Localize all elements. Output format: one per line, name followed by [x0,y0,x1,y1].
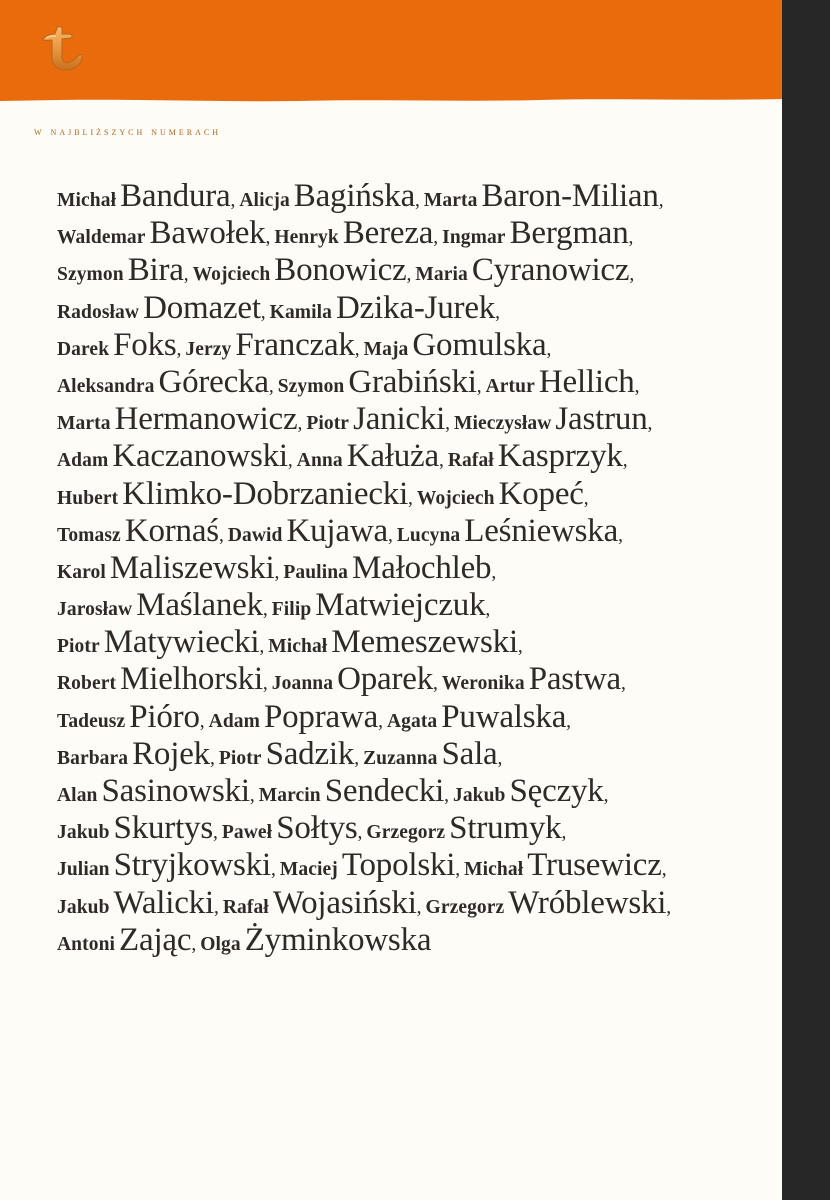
author-last-name: Wojasiński [272,884,417,921]
author-first-name: Radosław [57,301,140,323]
author-line [57,327,757,364]
author-first-name: Adam [57,450,109,472]
separator-comma: , [647,413,653,435]
separator-comma: , [628,227,634,249]
author-last-name: Hermanowicz [114,401,298,438]
author-first-name: Paulina [283,561,349,583]
author-last-name: Janicki [353,401,446,438]
author-name [57,363,274,400]
separator-comma: , [629,264,635,286]
author-list [57,178,757,959]
author-first-name: Alicja [239,190,290,211]
author-first-name: Jarosław [57,599,133,621]
author-line [57,847,757,884]
author-line [57,587,757,624]
author-name [57,178,236,214]
author-last-name: Małochleb [352,549,492,586]
header-torn-edge [0,96,782,104]
author-name [221,810,363,847]
separator-comma: , [485,599,491,621]
separator-comma: , [491,561,497,583]
author-first-name: Kamila [269,301,333,323]
author-last-name: Pióro [129,698,200,735]
separator-comma: , [661,859,667,881]
author-last-name: Bagińska [293,178,416,214]
author-first-name: Julian [57,859,110,881]
separator-comma: , [199,710,205,732]
magazine-logo-icon [37,24,89,76]
author-first-name: Jerzy [185,338,232,360]
separator-comma: , [213,896,219,918]
author-line [57,215,757,252]
separator-comma: , [268,375,274,397]
author-first-name: Agata [386,710,438,732]
author-last-name: Bergman [509,215,629,252]
author-name [57,624,265,661]
author-first-name: Piotr [218,747,262,769]
author-line [57,550,757,587]
separator-comma: , [583,487,589,509]
author-name [485,363,640,400]
author-first-name: Adam [208,710,260,732]
author-last-name: Oparek [337,661,434,698]
author-first-name: Rafał [222,896,269,918]
author-first-name: Marta [423,190,478,211]
author-last-name: Franczak [235,326,355,363]
separator-comma: , [618,524,623,546]
author-last-name: Skurtys [113,810,213,847]
separator-comma: , [416,896,422,918]
author-first-name: Zuzanna [363,747,438,769]
author-first-name: Waldemar [57,227,146,249]
separator-comma: , [622,450,628,472]
author-name [57,810,218,847]
author-line [57,773,757,810]
author-first-name: Michał [57,190,117,211]
separator-comma: , [546,338,552,360]
author-last-name: Gomulska [412,326,547,363]
author-last-name: Walicki [113,884,214,921]
separator-comma: , [445,413,451,435]
author-last-name: Maliszewski [109,549,275,586]
author-name [57,215,271,252]
author-name [57,326,182,363]
separator-comma: , [191,933,197,955]
separator-comma: , [297,413,303,435]
author-first-name: Wojciech [192,264,271,286]
author-last-name: Domazet [143,289,261,326]
separator-comma: , [249,785,255,806]
author-last-name: Sasinowski [101,773,250,809]
separator-comma: , [406,264,412,286]
author-last-name: Pastwa [528,661,621,698]
author-line [57,290,757,327]
separator-comma: , [495,301,500,323]
author-line [57,513,757,550]
author-last-name: Górecka [158,363,269,400]
author-name [57,698,205,735]
author-last-name: Cyranowicz [471,252,630,289]
separator-comma: , [287,450,293,472]
author-first-name: Alan [57,785,98,806]
author-line [57,736,757,773]
author-name [208,698,383,735]
author-first-name: Joanna [271,673,334,695]
author-name [57,549,280,586]
author-name [57,438,293,475]
author-name [454,401,653,438]
author-last-name: Zając [119,921,192,958]
author-first-name: Paweł [221,822,273,844]
separator-comma: , [262,673,268,695]
author-line [57,661,757,698]
author-last-name: Leśniewska [464,512,619,549]
author-first-name: Marta [57,413,111,435]
author-last-name: Maślanek [136,587,263,624]
author-last-name: Puwalska [441,698,567,735]
author-last-name: Klimko-Dobrzaniecki [122,475,409,512]
separator-comma: , [260,301,266,323]
author-name [447,438,628,475]
author-name [271,661,438,698]
author-last-name: Poprawa [263,698,379,735]
author-last-name: Kujawa [286,512,388,549]
separator-comma: , [566,710,572,732]
author-first-name: Grzegorz [425,896,505,918]
author-first-name: Filip [271,599,312,621]
separator-comma: , [183,264,189,286]
author-last-name: Sadzik [265,735,355,772]
author-first-name: Maciej [279,859,338,881]
author-last-name: Topolski [341,847,456,884]
author-first-name: Piotr [306,413,350,435]
separator-comma: , [455,859,461,881]
author-name [464,847,667,884]
separator-comma: , [354,747,360,769]
author-last-name: Kopeć [498,475,584,512]
author-last-name: Mielhorski [120,661,263,698]
author-first-name: Hubert [57,487,119,509]
author-line [57,252,757,289]
author-line [57,476,757,513]
separator-comma: , [634,375,640,397]
author-name [57,773,255,809]
author-name [57,884,219,921]
author-last-name: Bawołek [149,215,266,252]
author-name [57,512,224,549]
author-name [57,587,268,624]
author-last-name: Hellich [538,363,635,400]
author-first-name: Grzegorz [366,822,446,844]
author-first-name: Tomasz [57,524,121,546]
author-last-name: Matwiejczuk [315,587,486,624]
author-first-name: Olga [200,933,241,955]
separator-comma: , [209,747,215,769]
author-first-name: Artur [485,375,535,397]
author-last-name: Jastrun [555,401,648,438]
author-first-name: Darek [57,338,110,360]
author-name [441,661,626,698]
author-last-name: Bereza [342,215,434,252]
author-name [200,921,432,958]
author-first-name: Karol [57,561,106,583]
author-last-name: Dzika-Jurek [336,289,496,326]
author-first-name: Maria [415,264,468,286]
author-first-name: Piotr [57,636,100,658]
author-name [57,252,189,289]
separator-comma: , [218,524,224,546]
separator-comma: , [666,896,672,918]
author-name [185,326,360,363]
author-last-name: Rojek [132,735,210,772]
author-last-name: Grabiński [348,363,477,400]
separator-comma: , [603,785,609,806]
author-last-name: Matywiecki [103,624,260,661]
separator-comma: , [274,561,280,583]
author-last-name: Sala [441,735,498,772]
separator-comma: , [176,338,182,360]
author-last-name: Memeszewski [331,624,518,661]
separator-comma: , [497,747,503,769]
author-name [415,252,635,289]
author-name [57,475,413,512]
author-name [452,773,609,809]
author-first-name: Lucyna [396,524,461,546]
author-name [258,773,449,809]
author-last-name: Żyminkowska [244,921,432,958]
author-last-name: Sendecki [324,773,445,809]
author-last-name: Trusewicz [527,847,662,884]
author-last-name: Sęczyk [509,773,604,809]
header-band [0,0,782,98]
section-label: w najbliższych numerach [34,124,221,138]
author-last-name: Kasprzyk [497,438,623,475]
separator-comma: , [262,599,268,621]
author-first-name: Jakub [452,785,506,806]
separator-comma: , [433,227,439,249]
separator-comma: , [438,450,444,472]
author-name [283,549,497,586]
author-name [268,624,523,661]
author-first-name: Aleksandra [57,375,155,397]
separator-comma: , [354,338,360,360]
author-name [271,587,491,624]
separator-comma: , [357,822,363,844]
author-first-name: Marcin [258,785,321,806]
author-line [57,922,757,959]
author-first-name: Anna [296,450,343,472]
author-name [218,735,360,772]
author-last-name: Baron-Milian [481,178,659,214]
separator-comma: , [387,524,393,546]
separator-comma: , [444,785,449,806]
author-first-name: Szymon [277,375,345,397]
author-last-name: Sołtys [276,810,358,847]
author-last-name: Kornaś [124,512,219,549]
author-line [57,699,757,736]
author-name [306,401,451,438]
author-last-name: Bira [127,252,184,289]
separator-comma: , [265,227,271,249]
author-name [57,735,215,772]
author-last-name: Kałuża [346,438,439,475]
author-name [274,215,439,252]
author-name [416,475,589,512]
author-last-name: Stryjkowski [113,847,271,884]
author-name [425,884,672,921]
author-name [396,512,623,549]
author-name [363,735,503,772]
author-first-name: Weronika [441,673,525,695]
separator-comma: , [415,190,420,211]
separator-comma: , [517,636,523,658]
author-first-name: Barbara [57,747,129,769]
author-name [57,401,303,438]
author-last-name: Foks [113,326,177,363]
author-line [57,364,757,401]
separator-comma: , [213,822,218,844]
author-first-name: Mieczysław [454,413,552,435]
author-first-name: Henryk [274,227,339,249]
author-first-name: Jakub [57,896,110,918]
author-first-name: Michał [268,636,328,658]
author-last-name: Kaczanowski [112,438,288,475]
separator-comma: , [270,859,276,881]
author-first-name: Dawid [227,524,283,546]
separator-comma: , [476,375,482,397]
author-first-name: Jakub [57,822,110,844]
author-last-name: Wróblewski [508,884,667,921]
author-first-name: Robert [57,673,117,695]
author-name [386,698,572,735]
author-name [366,810,567,847]
author-name [423,178,664,214]
author-last-name: Strumyk [449,810,562,847]
author-first-name: Szymon [57,264,124,286]
author-name [57,847,276,884]
author-first-name: Rafał [447,450,494,472]
author-first-name: Tadeusz [57,710,126,732]
author-first-name: Antoni [57,933,116,955]
separator-comma: , [433,673,438,695]
author-name [239,178,420,214]
separator-comma: , [561,822,567,844]
author-line [57,401,757,438]
author-name [57,289,266,326]
author-first-name: Michał [464,859,524,881]
separator-comma: , [620,673,626,695]
author-line [57,178,757,215]
author-first-name: Ingmar [442,227,506,249]
author-line [57,885,757,922]
separator-comma: , [408,487,413,509]
author-name [442,215,634,252]
author-line [57,624,757,661]
author-last-name: Bonowicz [274,252,407,289]
author-line [57,438,757,475]
separator-comma: , [658,190,664,211]
author-name [57,921,197,958]
author-name [227,512,393,549]
author-first-name: Wojciech [416,487,495,509]
separator-comma: , [378,710,383,732]
author-name [277,363,482,400]
author-name [363,326,552,363]
author-line [57,810,757,847]
author-name [192,252,412,289]
author-name [296,438,444,475]
author-name [279,847,461,884]
author-name [269,289,500,326]
author-first-name: Maja [363,338,409,360]
author-name [57,661,268,698]
separator-comma: , [230,190,236,211]
separator-comma: , [259,636,265,658]
author-last-name: Bandura [120,178,231,214]
author-name [222,884,422,921]
